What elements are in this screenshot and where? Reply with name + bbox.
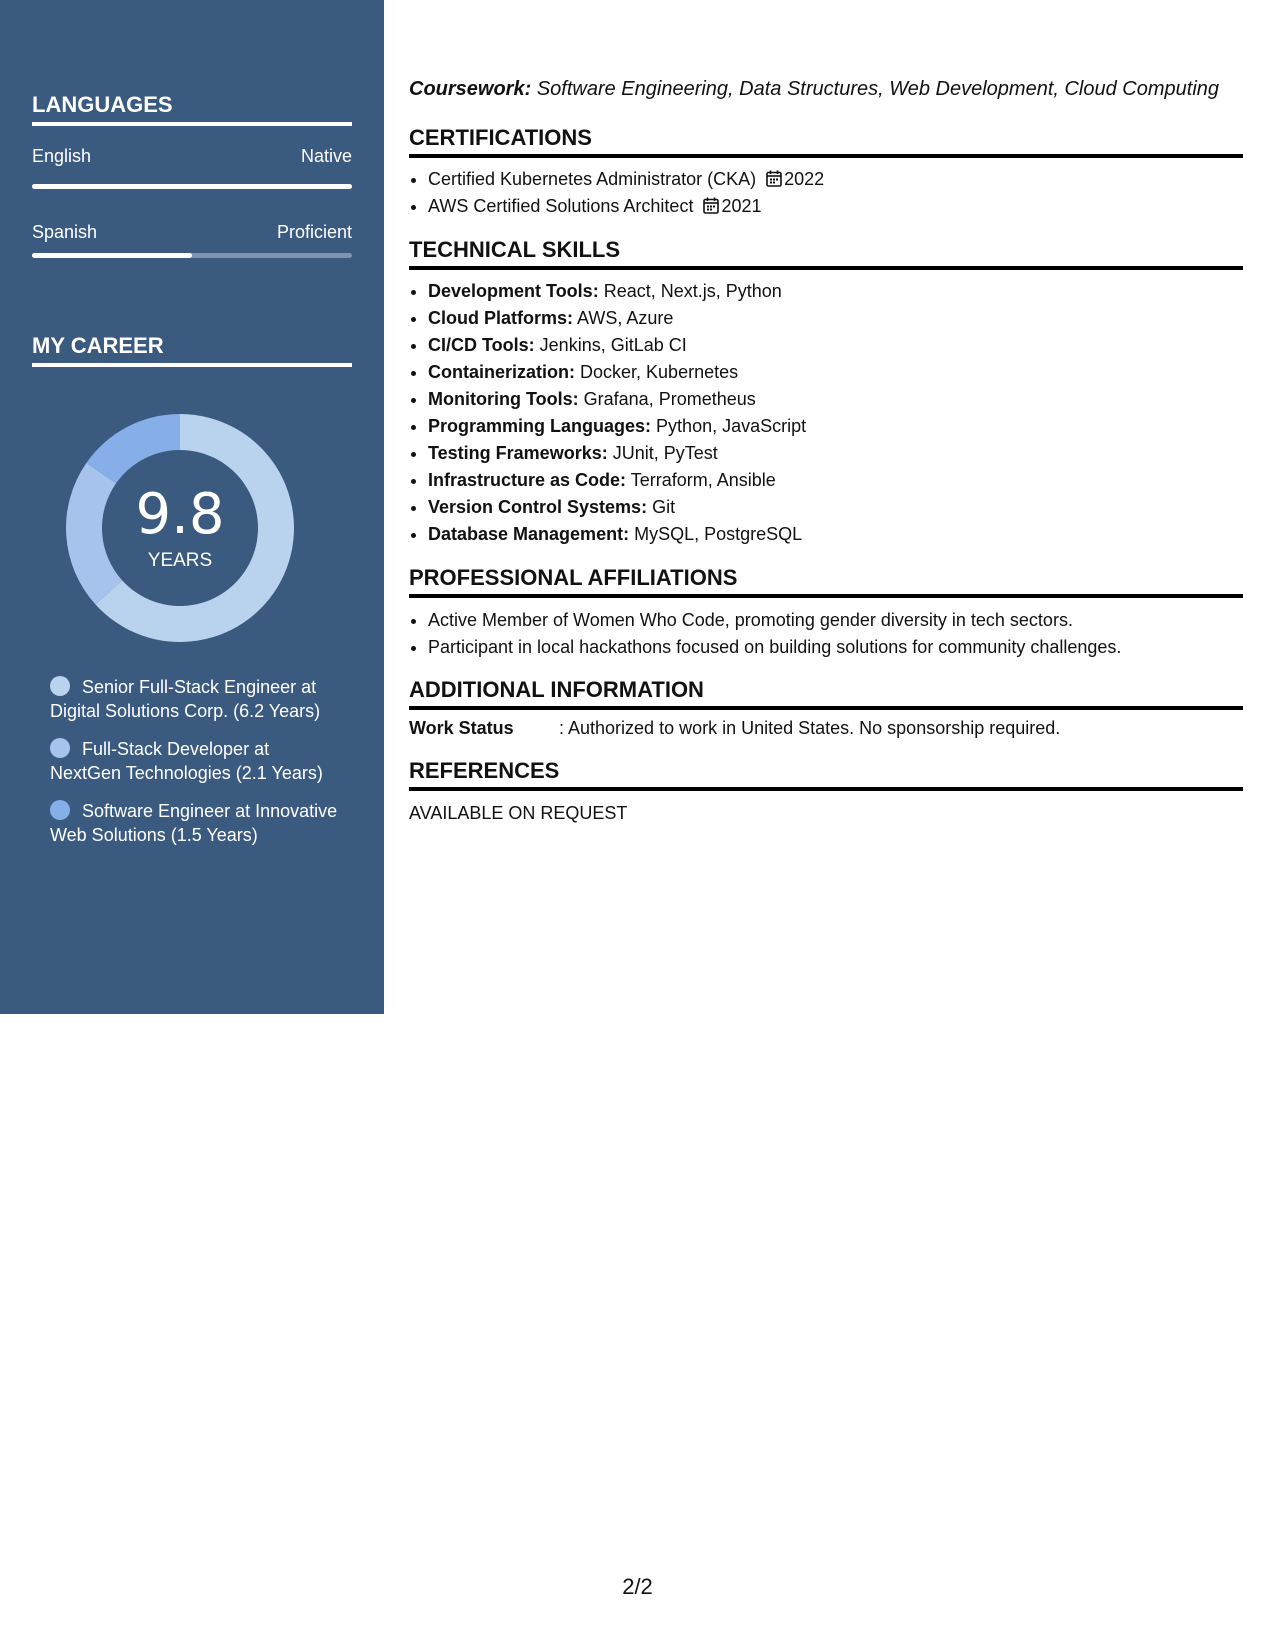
skill-value: Git	[652, 497, 676, 517]
skill-item	[428, 440, 806, 467]
language-bar-spanish	[32, 253, 352, 258]
language-bar-fill	[32, 253, 192, 258]
skill-value: Terraform, Ansible	[630, 470, 776, 490]
certification-year: 2021	[721, 196, 762, 216]
skill-item	[428, 413, 806, 440]
career-item-text: Full-Stack Developer at NextGen Technologies (2.1 Years)	[50, 739, 323, 783]
career-list	[50, 675, 340, 861]
skill-label: Development Tools:	[428, 281, 599, 301]
skill-item	[428, 494, 806, 521]
skill-value: MySQL, PostgreSQL	[634, 524, 803, 544]
certification-name: AWS Certified Solutions Architect	[428, 196, 694, 216]
career-heading: MY CAREER	[32, 333, 352, 367]
certification-item	[428, 166, 824, 193]
language-name: Spanish	[32, 222, 98, 242]
affiliations-list	[409, 607, 1121, 661]
career-item	[50, 799, 340, 847]
coursework-label: Coursework:	[409, 78, 532, 100]
skill-item	[428, 386, 806, 413]
certification-year: 2022	[784, 169, 825, 189]
skills-list	[409, 278, 806, 548]
languages-heading: LANGUAGES	[32, 92, 352, 126]
affiliation-item: • Active Member of Women Who Code, promoting gender diversity in tech sectors.	[428, 607, 1121, 634]
skill-label: Containerization:	[428, 362, 575, 382]
coursework-text: Software Engineering, Data Structures, Web Development, Cloud Computing	[536, 78, 1220, 100]
skill-label: Testing Frameworks:	[428, 443, 608, 463]
career-total-years: 9.8	[135, 482, 225, 547]
skill-item	[428, 521, 806, 548]
skill-label: Cloud Platforms:	[428, 308, 574, 328]
career-dot-icon	[50, 800, 70, 820]
skill-item	[428, 332, 806, 359]
references-heading: REFERENCES	[409, 758, 1243, 791]
certifications-list	[409, 166, 824, 220]
language-name: English	[32, 146, 92, 166]
certification-item	[428, 193, 824, 220]
skill-label: Monitoring Tools:	[428, 389, 579, 409]
calendar-icon	[703, 197, 719, 214]
skill-label: CI/CD Tools:	[428, 335, 535, 355]
career-dot-icon	[50, 676, 70, 696]
skill-value: Grafana, Prometheus	[583, 389, 756, 409]
language-row-english	[32, 146, 352, 167]
skill-value: Python, JavaScript	[656, 416, 807, 436]
career-item	[50, 737, 340, 785]
skill-label: Database Management:	[428, 524, 630, 544]
references-text: AVAILABLE ON REQUEST	[409, 803, 628, 823]
certification-name: Certified Kubernetes Administrator (CKA)	[428, 169, 757, 189]
skill-label: Programming Languages:	[428, 416, 652, 436]
skill-item	[428, 467, 806, 494]
calendar-icon	[766, 170, 782, 187]
skill-value: JUnit, PyTest	[612, 443, 718, 463]
career-item	[50, 675, 340, 723]
affiliations-heading: PROFESSIONAL AFFILIATIONS	[409, 565, 1243, 598]
skill-item	[428, 278, 806, 305]
language-row-spanish	[32, 222, 352, 243]
language-bar-english	[32, 184, 352, 189]
skill-value: React, Next.js, Python	[603, 281, 782, 301]
skill-item	[428, 359, 806, 386]
work-status-row	[409, 718, 1060, 739]
skill-label: Infrastructure as Code:	[428, 470, 627, 490]
language-level: Proficient	[276, 222, 352, 242]
technical-skills-heading: TECHNICAL SKILLS	[409, 237, 1243, 270]
certifications-heading: CERTIFICATIONS	[409, 125, 1243, 158]
additional-info-heading: ADDITIONAL INFORMATION	[409, 677, 1243, 710]
affiliation-item: • Participant in local hackathons focused on building solutions for community challenges.	[428, 634, 1121, 661]
career-donut-chart	[66, 414, 294, 642]
skill-value: Docker, Kubernetes	[580, 362, 739, 382]
career-years-unit: YEARS	[147, 550, 213, 571]
sidebar	[0, 0, 384, 1014]
language-bar-fill	[32, 184, 352, 189]
career-item-text: Software Engineer at Innovative Web Solutions (1.5 Years)	[50, 801, 338, 845]
skill-item	[428, 305, 806, 332]
coursework	[409, 78, 1219, 101]
career-item-text: Senior Full-Stack Engineer at Digital Solutions Corp. (6.2 Years)	[50, 677, 321, 721]
skill-label: Version Control Systems:	[428, 497, 648, 517]
career-dot-icon	[50, 738, 70, 758]
skill-value: Jenkins, GitLab CI	[539, 335, 687, 355]
skill-value: AWS, Azure	[577, 308, 674, 328]
work-status-value: : Authorized to work in United States. No sponsorship required.	[559, 718, 1061, 738]
language-level: Native	[300, 146, 352, 166]
work-status-label: Work Status	[409, 718, 514, 738]
page-number: 2/2	[622, 1574, 653, 1599]
